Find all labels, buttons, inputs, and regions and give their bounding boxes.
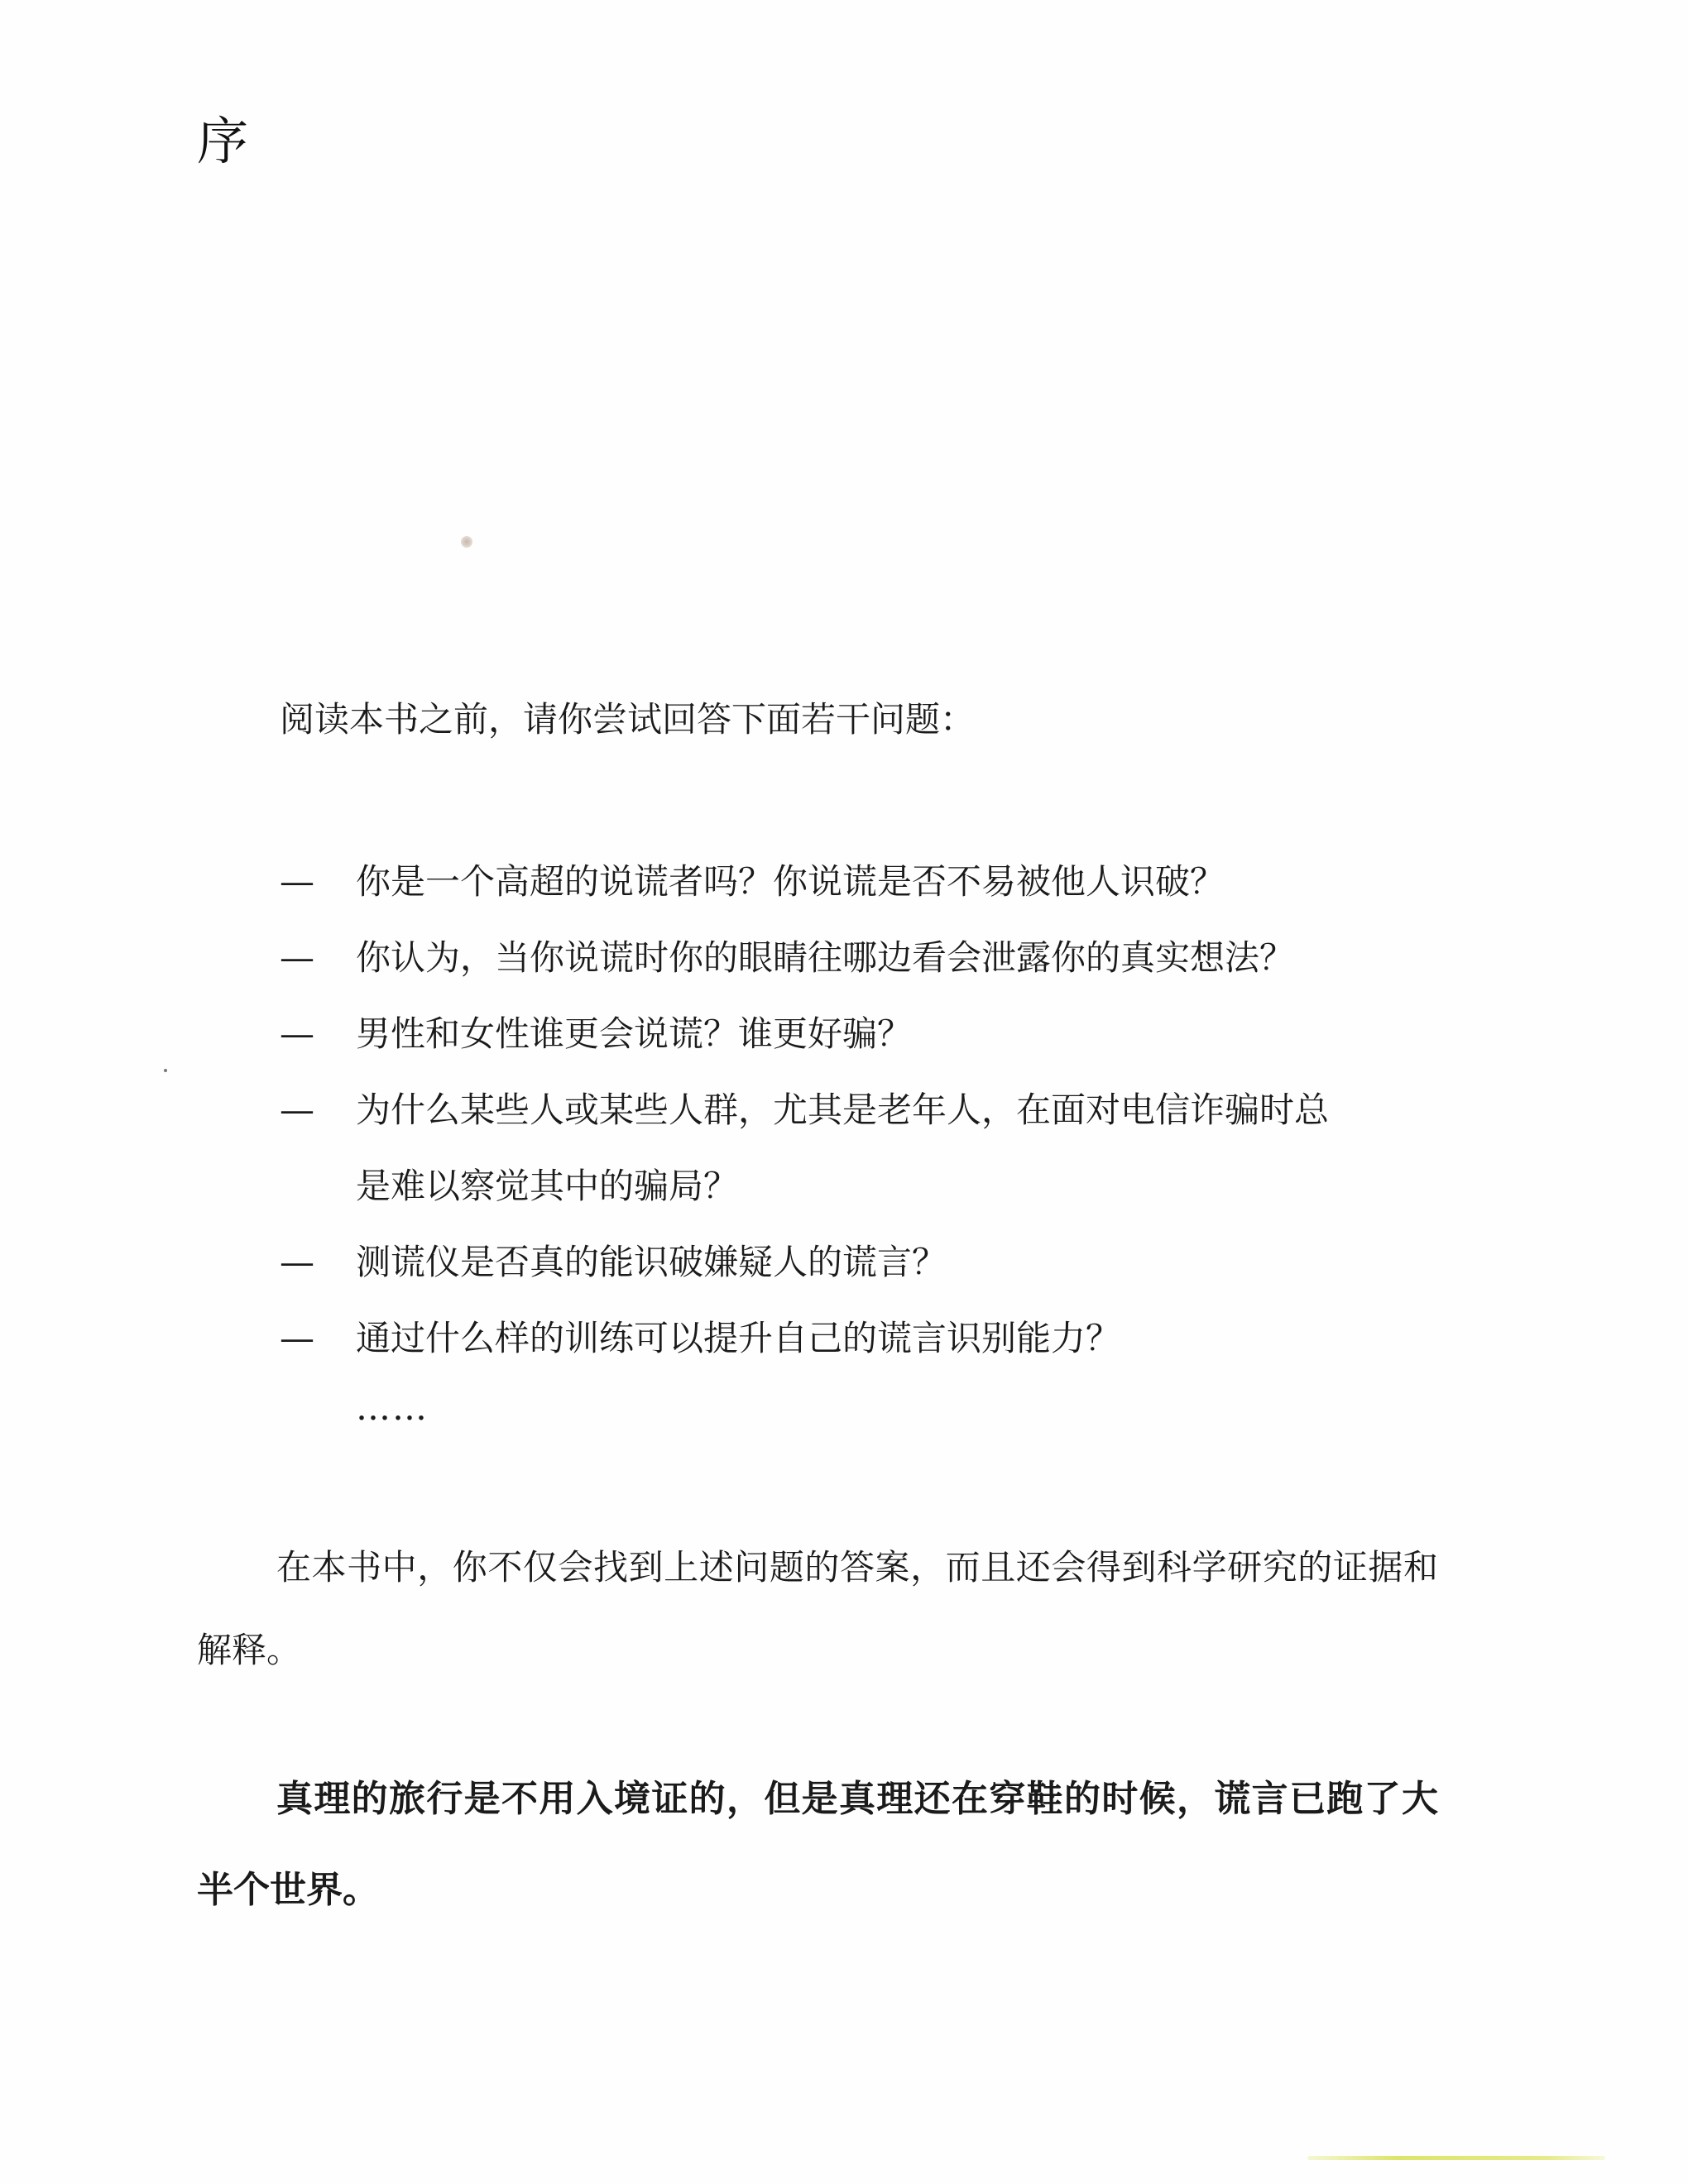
- bold-quote: 真理的旅行是不用入境证的，但是真理还在穿鞋的时候，谎言已跑了大半个世界。: [197, 1778, 1438, 1911]
- question-text: 通过什么样的训练可以提升自己的谎言识别能力？: [356, 1318, 1121, 1358]
- question-text: 为什么某些人或某些人群，尤其是老年人，在面对电信诈骗时总: [356, 1090, 1330, 1130]
- intro-text: 阅读本书之前，请你尝试回答下面若干问题：: [280, 699, 976, 740]
- paper-speck-small: [164, 1069, 167, 1072]
- question-list: [280, 844, 1438, 1377]
- bullet-dash: —: [280, 1090, 314, 1130]
- question-text-continuation: 是难以察觉其中的骗局？: [356, 1166, 739, 1206]
- body-paragraph: 在本书中，你不仅会找到上述问题的答案，而且还会得到科学研究的证据和解释。: [197, 1547, 1438, 1670]
- list-ellipsis: ……: [356, 1387, 429, 1428]
- question-text: 男性和女性谁更会说谎？谁更好骗？: [356, 1013, 913, 1054]
- highlighter-mark: [1307, 2156, 1605, 2160]
- question-text: 测谎仪是否真的能识破嫌疑人的谎言？: [356, 1242, 947, 1282]
- question-item: [280, 920, 1438, 996]
- question-item: [280, 1300, 1438, 1377]
- bullet-dash: —: [280, 1318, 314, 1358]
- bullet-dash: —: [280, 937, 314, 978]
- question-text: 你是一个高超的说谎者吗？你说谎是否不易被他人识破？: [356, 861, 1225, 902]
- bullet-dash: —: [280, 1242, 314, 1282]
- page-title: 序: [197, 111, 249, 171]
- question-text: 你认为，当你说谎时你的眼睛往哪边看会泄露你的真实想法？: [356, 937, 1295, 978]
- question-item: [280, 1224, 1438, 1300]
- question-item: [280, 996, 1438, 1072]
- paper-speck: [461, 536, 472, 548]
- bullet-dash: —: [280, 1013, 314, 1054]
- question-item: [280, 844, 1438, 920]
- bullet-dash: —: [280, 861, 314, 902]
- question-item: [280, 1072, 1438, 1224]
